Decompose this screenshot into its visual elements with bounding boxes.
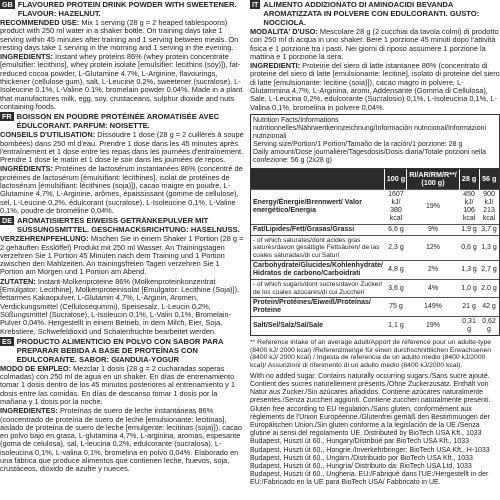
ingredients-text: Proteínas de suero de leche instantáneas 86% (concentrado de proteína de suero de leche [emulsionante: lecitinas], aislado de proteína de suero de leche [emulgente: lecitinas (soja)]), cacao en polvo bajo en grasa, L-glutamina 4,7%, L-arginina, aromas, espesante (goma de celulosa), sal, L-leucina 0,2%, edulcorante (sucralosa), L-isoleucina 0,1%, L-valina 0,1%, bromelina en polvo 0,04%. Elaborado en una fábrica que produce alimentos que contienen leche, huevos, soja, crustáceos, dióxido de azufre y nueces. xyxy=(0,406,242,474)
section-fr xyxy=(0,112,245,215)
nutrition-row xyxy=(251,317,499,336)
value-reference-intake: 19% xyxy=(407,189,459,224)
reference-intake-footnote: ** Reference intake of an average adult/Apport de référence pour un adulte-type (8400 kJ/ 2000 kcal) /Referenzmenge für einen durchschnittlichen Erwachsenen (8400 kJ/ 2000 kcal) / Ingesta de referencia de un adulto medio (8400 kJ/2000 kcal)/ Assunzioni di riferimento di un adulto medio (8400 kJ/2000 kcal). xyxy=(250,339,492,370)
ingredients-es xyxy=(0,407,245,473)
usage-text: Mischen Sie in einem Shaker 1 Portion (28 g = 2 gehäuften Esslöffel) Produkt mit 250 ml Wasser. An Trainingstagen verzehren Sie 1 Portion 45 Minuten nach dem Training und 1 Portion zwischen den Mahlzeiten. An trainingsfreien Tagen verzehren Sie 1 Portion am Morgen und 1 Portion am Abend. xyxy=(0,234,244,277)
column-header-ri: RI/AR/RM/R**/ (100 g) xyxy=(407,169,459,190)
nutrition-serving-line: Serving size/Portion/1 Portion/Tamaño de la ración/1 porzione: 28 g xyxy=(253,140,463,148)
section-it xyxy=(250,0,500,112)
nutrition-row xyxy=(251,224,499,235)
nutrition-row xyxy=(251,261,499,280)
column-header-28g: 28 g xyxy=(459,169,479,190)
nutrition-table xyxy=(250,114,500,336)
language-flag-es: ES xyxy=(2,336,12,346)
usage-label: MODO DE EMPLEO: xyxy=(0,363,72,373)
value-100g: 2,3 g xyxy=(385,235,407,260)
section-gb-title: FLAVOURED PROTEIN DRINK POWDER WITH SWEETENER. FLAVOUR: HAZELNUT. xyxy=(17,0,237,18)
language-flag-fr: FR xyxy=(2,112,12,122)
value-100g: 6,6 g xyxy=(385,224,407,235)
section-de-header xyxy=(0,216,245,234)
value-56g: 0,62 g xyxy=(479,317,499,336)
value-100g: 4,8 g xyxy=(385,261,407,280)
value-28g: 0,6 g xyxy=(459,235,479,260)
usage-text: Mescolare 28 g (2 cucchiai da tavola colmi) di prodotto con 250 ml di acqua in uno shaker. Bere 1 porzione 45 minuti dopo l'attività fisica e 1 porzione tra i pasti. Nei giorni di riposo assumere 1 porzione la mattina e 1 porzione la sera. xyxy=(250,27,499,61)
section-de xyxy=(0,216,245,336)
value-56g: 2,0 g xyxy=(479,280,499,298)
usage-label: VERZEHRENPFEHLUNG: xyxy=(0,234,89,244)
ingredients-it xyxy=(250,62,500,112)
value-100g: 1,1 g xyxy=(385,317,407,336)
usage-label: MODALITA' D'USO: xyxy=(250,27,318,36)
section-es xyxy=(0,337,245,474)
value-28g: 0,31 g xyxy=(459,317,479,336)
value-100g: 1607 kJ/ 380 kcal xyxy=(385,189,407,224)
right-column xyxy=(250,0,500,488)
ingredients-label: INGREDIENTES: xyxy=(0,406,58,416)
ingredients-label: INGRÉDIENTS: xyxy=(0,164,53,174)
usage-label: CONSEILS D'UTILISATION: xyxy=(0,130,96,140)
section-gb-header xyxy=(0,0,245,18)
value-100g: 3,6 g xyxy=(385,280,407,298)
language-flag-it: IT xyxy=(252,0,259,9)
nutrition-row xyxy=(251,235,499,260)
language-flag-gb: GB xyxy=(2,0,13,9)
value-56g: 42 g xyxy=(479,298,499,317)
value-reference-intake: 19% xyxy=(407,317,459,336)
nutrient-name: Fat/Lipides/Fett/Grasas/Grassi xyxy=(251,224,385,235)
value-28g: 21 g xyxy=(459,298,479,317)
section-de-title: AROMATISIERTES EIWEISS GETRÄNKEPULVER MIT SÜSSUNGSMITTEL. GESCHMACKSRICHTUNG: HASELNUSS. xyxy=(17,216,240,235)
value-56g: 1,3 g xyxy=(479,235,499,260)
value-28g: 1,9 g xyxy=(459,224,479,235)
section-es-header xyxy=(0,337,245,364)
value-56g: 3,7 g xyxy=(479,224,499,235)
usage-de xyxy=(0,235,245,276)
usage-label: RECOMMENDED USE: xyxy=(0,18,80,27)
ingredients-text: Instant whey proteins 86% (whey protein concentrate [emulsifier: lecithins], whey protein isolate [emulsifier: lecithins (soy)]), fat-reduced cocoa powder, L-Glutamine 4.7%, L-Arginine, flavourings, thickener (cellulose gum), salt, L-Leucine 0.2%, sweetener (sucralose), L-Isoleucine 0.1%, L-Valine 0.1%, bromelain powder 0.04%. Made in a plant that manufactures milk, egg, soy, crustaceans, sulphur dioxide and nuts containing foods. xyxy=(0,52,243,111)
language-flag-de: DE xyxy=(2,216,12,226)
column-header-name xyxy=(251,169,385,190)
ingredients-label: INGREDIENTS: xyxy=(0,52,53,62)
usage-gb xyxy=(0,19,245,52)
usage-text: Mezclar 1 dosis (28 g = 2 cucharadas soperas colmadas) con 250 ml de agua en un shaker. En días de entrenamiento tomar 1 dosis dentro de los 45 minutos posteriores al entrenamiento y 1 dosis entre las comidas. En días de descanso tomar 1 dosis por la mañana y 1 dosis por la noche. xyxy=(0,363,235,406)
ingredients-label: INGREDIENTI: xyxy=(250,61,301,71)
nutrition-row xyxy=(251,280,499,298)
section-fr-header xyxy=(0,112,245,130)
value-100g: 75 g xyxy=(385,298,407,317)
nutrition-title: Nutrition Facts/Informations nutritionnelles/Nährwertkennzeichnung/Información nutricional/Informazioni nutrizionali xyxy=(253,116,487,140)
nutrition-column-headers xyxy=(251,169,499,190)
usage-it xyxy=(250,28,500,61)
section-it-title: ALIMENTO ADDIZIONATO DI AMINOACIDI BEVANDA AROMATIZZATA IN POLVERE CON EDULCORANTI. GUSTO: NOCCIOLA. xyxy=(263,0,480,27)
usage-es xyxy=(0,365,245,406)
nutrition-rows xyxy=(251,189,499,335)
value-56g: 2,7 g xyxy=(479,261,499,280)
value-56g: 900 kJ/ 213 kcal xyxy=(479,189,499,224)
ingredients-de xyxy=(0,278,245,336)
ingredients-text: Protéines de lactosérum instantanées 86% (concentré de protéines de lactosérum [émulsifiant: lécithines], isolat de protéines de lactosérum [émulsifiant: lécithines (soja)]), cacao maigre en poudre, L-Glutamine 4,7%, L-Arginine, arômes, épaississant (gomme de cellulose), sel, L-Leucine 0,2%, édulcorant (sucralose), L-Isoleucine 0,1%, L-Valine 0,1%, poudre de broméline 0,04%. xyxy=(0,164,243,215)
left-column xyxy=(0,0,245,475)
value-28g: 1,0 g xyxy=(459,280,479,298)
nutrition-row xyxy=(251,189,499,224)
value-28g: 450 kJ/ 106 kcal xyxy=(459,189,479,224)
column-header-56g: 56 g xyxy=(479,169,499,190)
nutrition-row xyxy=(251,298,499,317)
ingredients-text: Instant-Molkenproteine 86% (Molkenproteinkonzentrat [Emulgator: Lecithine], Molkenproteinisolat [Emulgator: Lecithine (Soja)]), fettarmes Kakaopulver, L-Glutamin 4,7%, L-Arginin, Aromen, Verdickungsmittel (Celluloseqummi), Speisesalz, L-Leucin 0,2%, Süßungsmittel (Sucralose), L-Isoleucin 0,1%, L-Valin 0,1%, Bromelain-Pulver 0,04%. Hergestellt in einem Betrieb, in dem Milch, Eier, Soja, Krebstiere, Schwefeldioxid und Schalenfrüchte bearbeitet werden. xyxy=(0,276,240,336)
usage-fr xyxy=(0,131,245,164)
nutrition-header xyxy=(251,115,499,169)
legal-distribution-text: With no added sugar. Contains naturally occurring sugars./Sans sucre ajouté. Contient des sucres naturellement présents./Ohne Zuckerzusatz. Enthält von Natur aus Zucker./Sin azúcares añadidos. Contiene azúcares naturalmente presentes./Senza zuccheri aggiunti. Contiene zuccheri naturalmente presenti. Gluten free according to EU regulation./Sans gluten, conformément aux règlements de l'Union Européenne./Glutenfrei gemäß den Bestimmungen der Europäischen Union./Sin gluten conforme a la legislación de la UE./Senza glutine ai sensi del regolamento UE. Distributed by BioTech USA Kft., 1033 Budapest, Huszti út 60., Hungary/Distribué par BioTech USA Kft., 1033 Budapest, Huszti út 60., Hongrie./Inverkehrbringer: BioTech USA Kft., H-1033 Budapest, Huszti út 60., Ungarn./Distribuido por BioTech USA Kft., 1033 Budapest, Huszti út 60., Hungría/ Distribuito da: BioTech USA Ltd, 1033 Budapest, Huszti út 60., Ungheria. EU:/Fabriqué dans l'UE:/Hergestellt in der EU:/Fabricado en la UE para BioTech USA/ Fabbricato in UE. xyxy=(250,372,491,487)
nutrient-name: Salt/Sel/Salz/Sal/Sale xyxy=(251,317,385,336)
nutrient-name: - of which sugars/dont sucres/davon Zucker/ de los cuales azúcares/di cui Zuccheri xyxy=(251,280,385,298)
nutrient-name: Energy/Énergie/Brennwert/ Valor energético/Energia xyxy=(251,189,385,224)
ingredients-fr xyxy=(0,165,245,215)
column-header-100g: 100 g xyxy=(385,169,407,190)
value-reference-intake: 4% xyxy=(407,280,459,298)
ingredients-text: Proteine del siero di latte istantanee 86% (concentrato di proteine del siero di latte [emulsionante: lecitine], isolato di proteine del siero di latte [emulsionante: lecitine (soia)]), cacao magro in polvere, L-Glutammina 4,7%, L-Arginina, aromi, Addensante (Gomma di Cellulosa), Sale, L-Leucina 0,2%, edulcorante (Sucralosio) 0,1%, L-Isoleucina 0,1%, L-Valina 0,1%, bromelina in polvere 0,04%. xyxy=(250,61,500,112)
nutrient-name: Protein/Protéines/Eiweiß/Proteínas/ Proteine xyxy=(251,298,385,317)
value-28g: 1,3 g xyxy=(459,261,479,280)
nutrient-name: - of which saturates/dont acides gras saturés/davon gesättigte Fettsäuren/ de las cuales saturadas/di cui Saturi xyxy=(251,235,385,260)
nutrient-name: Carbohydrate/Glucides/Kohlenhydrate/ Hidratos de carbono/Carboidrati xyxy=(251,261,385,280)
nutrition-daily-line: Daily amount/Dose journalière/Tagesdosis/Dosis diaria/Totale porzioni nella confezione: 56 g (2x28 g) xyxy=(253,148,487,164)
section-fr-title: BOISSON EN POUDRE PROTÉINÉE AROMATISÉE AVEC ÉDULCORANT. PARFUM: NOISETTE. xyxy=(16,112,220,131)
value-reference-intake: 149% xyxy=(407,298,459,317)
ingredients-gb xyxy=(0,53,245,111)
ingredients-label: ZUTATEN: xyxy=(0,276,36,286)
usage-text: Mix 1 serving (28 g = 2 heaped tablespoons) product with 250 ml water in a shaker bottle. On training days take 1 serving within 45 minutes after training and 1 serving between meals. On resting days take 1 serving in the morning and 1 serving in the evening. xyxy=(0,18,239,52)
value-reference-intake: 9% xyxy=(407,224,459,235)
section-gb xyxy=(0,0,245,111)
nutrition-grid xyxy=(251,169,499,335)
usage-text: Dissoudre 1 dose (28 g = 2 cuillères à soupe bombées) dans 250 ml d'eau. Prendre 1 dose dans les 45 minutes après l'entraînement et 1 dose entre les repas dans les journées d'entraînement. Prendre 1 dose le matin et 1 dose le soir dans les journées de repos. xyxy=(0,130,244,165)
value-reference-intake: 2% xyxy=(407,261,459,280)
section-es-title: PRODUCTO ALIMENTICIO EN POLVO CON SABOR PARA PREPARAR BEBIDA A BASE DE PROTEÍNAS CON EDULCORANTE. SABOR: GIANDUIA-YOGUR xyxy=(16,336,224,364)
section-it-header xyxy=(250,0,500,27)
value-reference-intake: 12% xyxy=(407,235,459,260)
